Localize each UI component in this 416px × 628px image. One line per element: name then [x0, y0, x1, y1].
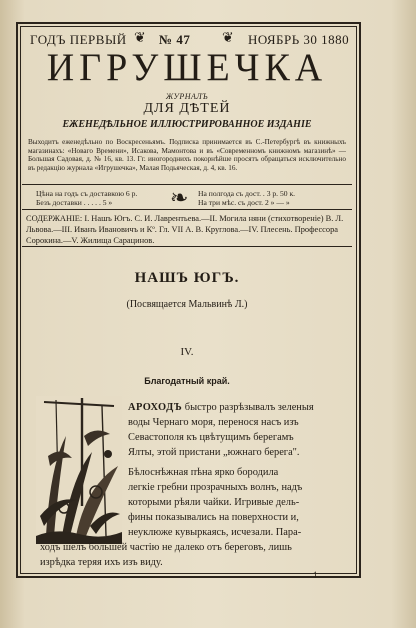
text-line: Ялты, этой пристани „южнаго берега". — [128, 447, 300, 458]
illustration-plants — [36, 396, 122, 544]
text-line: ходъ шелъ большей частію не далеко отъ береговъ, лишь — [40, 542, 292, 553]
issue-number: № 47 — [159, 32, 191, 47]
text-line: воды Чернаго моря, перенося насъ изъ — [128, 417, 299, 428]
price-no-delivery: Безъ доставки . . . . . 5 » — [36, 198, 113, 207]
price-ornament-icon: ❧ — [170, 185, 189, 210]
edition-label: ЕЖЕНЕДѢЛЬНОЕ ИЛЛЮСТРИРОВАННОЕ ИЗДАНІЕ — [62, 119, 312, 130]
journal-word: ЖУРНАЛЪ — [165, 92, 209, 101]
page-number: 1 — [313, 570, 318, 580]
chapter-title: Благодатный край. — [144, 376, 230, 386]
text-line — [128, 402, 314, 413]
text-line: изрѣдка теряя ихъ изъ виду. — [40, 557, 163, 568]
drop-word: АРОХОДЪ — [128, 402, 183, 413]
text-line: фины показывались на поверхности и, — [128, 512, 299, 523]
for-children-label: ДЛЯ ДѢТЕЙ — [143, 101, 231, 116]
subscription-notice: Выходитъ еженедѣльно по Воскресеньямъ. Подписка принимается въ С.-Петербургѣ въ книжныхъ магазинахъ: «Новаго Времени», Исакова, Мамонтова и въ «Современномъ книжномъ магазинѣ» — Большая Садовая, д. № 16, кв. 13. Гг. иногороднихъ покорнѣйше просятъ обращаться исключительно въ редакцію журнала «Игрушечка», Малая Подьяческая, д. 4, кв. 16. — [28, 138, 346, 173]
right-ornament-icon: ❦ — [222, 31, 234, 46]
price-year: Цѣна на годъ съ доставкою 6 р. — [36, 189, 138, 198]
text-line: Бѣлоснѣжная пѣна ярко бородила — [128, 467, 279, 478]
left-ornament-icon: ❦ — [134, 31, 146, 46]
article-dedication: (Посвящается Мальвинѣ Л.) — [126, 299, 248, 310]
table-of-contents: СОДЕРЖАНІЕ: I. Нашъ Югъ. С. И. Лаврентьева.—II. Могила няни (стихотвореніе) В. Л. Львова.—III. Иванъ Ивановичъ и Кº. Гл. VII А. В. Круглова.—IV. Плесень. Профессора Сорокина.—V. Жилища Сарацинов. — [26, 214, 344, 245]
text-line: Севастополя къ цвѣтущимъ берегамъ — [128, 432, 294, 443]
issue-date: НОЯБРЬ 30 1880 — [248, 32, 350, 47]
article-title: НАШЪ ЮГЪ. — [134, 270, 240, 286]
volume-label: ГОДЪ ПЕРВЫЙ — [30, 32, 127, 47]
chapter-number: IV. — [180, 346, 194, 358]
text-line: легкіе гребни прозрачныхъ волнъ, надъ — [128, 482, 303, 493]
journal-title: ИГРУШЕЧКА — [46, 46, 328, 90]
text-line: которыми рѣяли чайки. Игривые дель- — [128, 497, 300, 508]
price-three-months: На три мѣс. съ дост. 2 » — » — [198, 198, 290, 207]
price-half-year: На полгода съ дост. . 3 р. 50 к. — [198, 189, 296, 198]
text-line: неуклюже кувыркаясь, исчезали. Пара- — [128, 527, 302, 538]
divider — [22, 209, 352, 210]
text-line-rest: быстро разрѣзывалъ зеленыя — [182, 402, 314, 413]
divider — [22, 246, 352, 247]
